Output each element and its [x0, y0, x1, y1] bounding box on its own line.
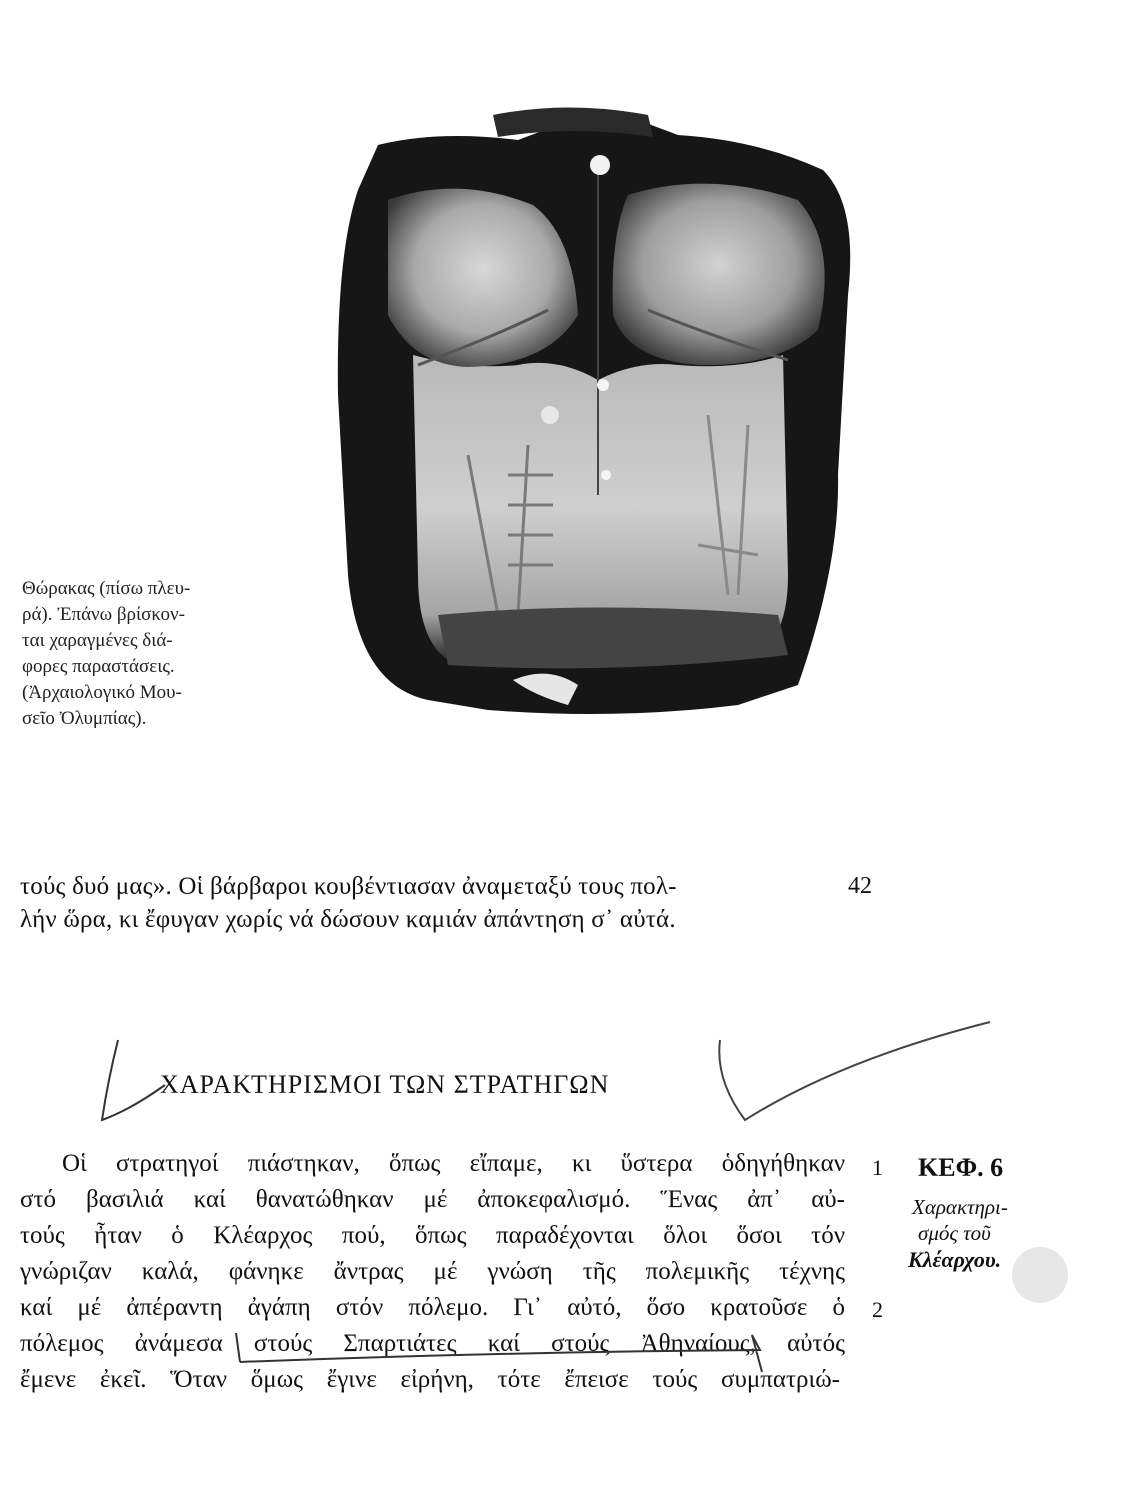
side-note-line: σμός τοῦ [918, 1221, 991, 1245]
body-line: Οἱ στρατηγοί πιάστηκαν, ὅπως εἴπαμε, κι ὕστερα ὁδηγήθηκαν [62, 1150, 845, 1177]
body-line: πόλεμος ἀνάμεσα στούς Σπαρτιάτες καί στούς Ἀθηναίους, αὐτός [20, 1330, 845, 1357]
body-line: γνώριζαν καλά, φάνηκε ἄντρας μέ γνώση τῆς πολεμικῆς τέχνης [20, 1258, 845, 1285]
section-heading: ΧΑΡΑΚΤΗΡΙΣΜΟΙ ΤΩΝ ΣΤΡΑΤΗΓΩΝ [160, 1070, 610, 1099]
caption-line: φορες παραστάσεις. [22, 656, 175, 677]
photo-caption [22, 576, 282, 732]
pencil-bracket-left [102, 1040, 165, 1120]
body-line: στό βασιλιά καί θανατώθηκαν μέ ἀποκεφαλισμό. Ἕνας ἀπ᾽ αὐ- [20, 1186, 845, 1213]
caption-line: ται χαραγμένες διά- [22, 630, 173, 651]
body-line: καί μέ ἀπέραντη ἀγάπη στόν πόλεμο. Γι᾽ αὐτό, ὅσο κρατοῦσε ὁ [20, 1294, 845, 1321]
margin-line-number: 42 [848, 873, 872, 899]
side-note-line: Κλέαρχου. [908, 1247, 1002, 1272]
cuirass-photo [318, 95, 878, 735]
pencil-bracket-right [719, 1022, 990, 1120]
side-note-line: Χαρακτηρι- [912, 1195, 1008, 1219]
top-paragraph-line: λήν ὥρα, κι ἔφυγαν χωρίς νά δώσουν καμιάν ἀπάντηση σ᾽ αὐτά. [20, 906, 676, 933]
margin-line-number: 1 [872, 1155, 883, 1180]
caption-line: Θώρακας (πίσω πλευ- [22, 578, 191, 599]
body-line: ἔμενε ἐκεῖ. Ὅταν ὅμως ἔγινε εἰρήνη, τότε ἔπεισε τούς συμπατριώ- [20, 1366, 840, 1393]
top-paragraph-line: τούς δυό μας». Οἱ βάρβαροι κουβέντιασαν ἀναμεταξύ τους πολ- [20, 873, 677, 900]
side-note-chapter: ΚΕΦ. 6 [918, 1153, 1004, 1182]
caption-line: (Ἀρχαιολογικό Μου- [22, 682, 182, 703]
caption-line: ρά). Ἐπάνω βρίσκον- [22, 604, 185, 625]
body-line: τούς ἦταν ὁ Κλέαρχος πού, ὅπως παραδέχονται ὅλοι ὅσοι τόν [20, 1222, 845, 1249]
margin-line-number: 2 [872, 1297, 883, 1322]
smudge-mark [1012, 1247, 1068, 1303]
caption-line: σεῖο Ὀλυμπίας). [22, 708, 147, 729]
